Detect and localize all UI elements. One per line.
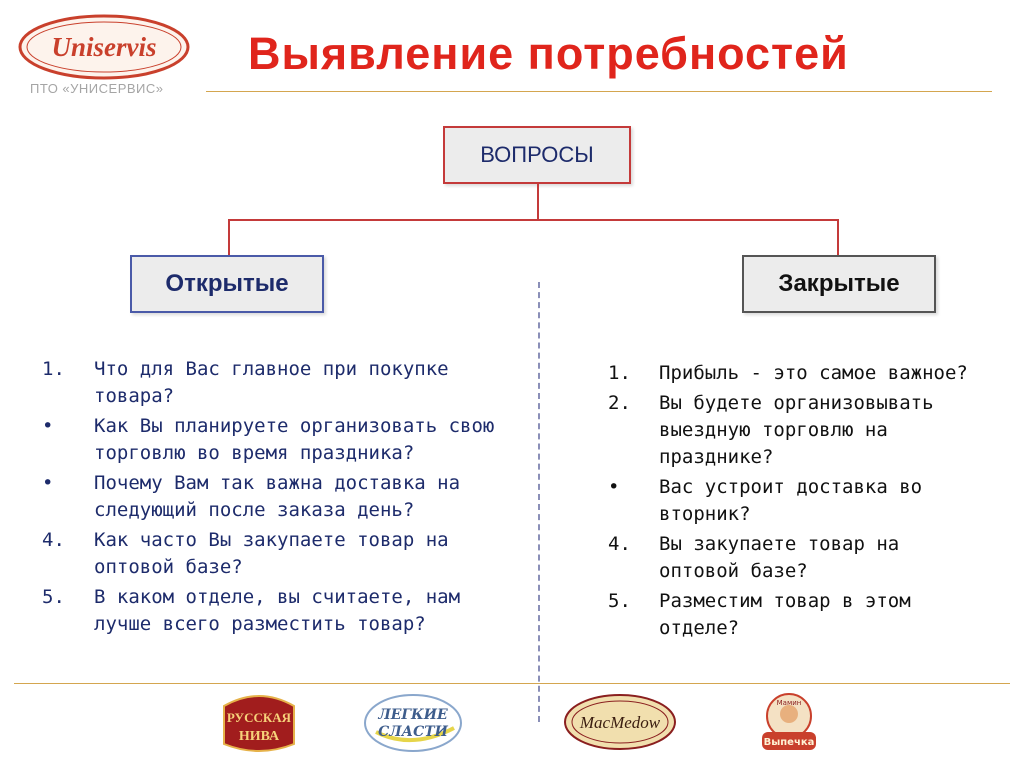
list-item-text: Вы будете организовывать выездную торговлю на празднике? bbox=[659, 392, 934, 468]
list-item bbox=[608, 360, 968, 387]
list-marker: 5. bbox=[42, 586, 65, 608]
list-marker: 1. bbox=[608, 362, 631, 384]
list-item bbox=[42, 413, 517, 467]
header-divider bbox=[206, 91, 992, 92]
list-item-text: Разместим товар в этом отделе? bbox=[659, 590, 911, 639]
list-item-text: Как Вы планируете организовать свою торговлю во время праздника? bbox=[94, 415, 495, 464]
open-questions-list bbox=[42, 356, 517, 641]
list-item bbox=[608, 390, 968, 471]
list-marker: • bbox=[42, 472, 54, 494]
column-divider bbox=[538, 282, 540, 722]
list-item bbox=[42, 356, 517, 410]
list-item bbox=[42, 584, 517, 638]
list-item-text: Что для Вас главное при покупке товара? bbox=[94, 358, 449, 407]
list-item bbox=[42, 527, 517, 581]
list-item-text: В каком отделе, вы считаете, нам лучше всего разместить товар? bbox=[94, 586, 461, 635]
list-item bbox=[608, 588, 968, 642]
closed-questions-label: Закрытые bbox=[778, 270, 900, 297]
company-name: ПТО «УНИСЕРВИС» bbox=[30, 81, 164, 96]
list-marker: 5. bbox=[608, 590, 631, 612]
connector-horizontal bbox=[228, 219, 839, 221]
connector-left-down bbox=[228, 219, 230, 255]
closed-questions-list bbox=[608, 360, 968, 645]
list-item bbox=[42, 470, 517, 524]
list-marker: 1. bbox=[42, 358, 65, 380]
svg-text:Выпечка: Выпечка bbox=[763, 737, 815, 748]
list-marker: • bbox=[608, 476, 620, 498]
open-questions-node bbox=[130, 255, 324, 313]
list-item-text: Вы закупаете товар на оптовой базе? bbox=[659, 533, 900, 582]
connector-root-down bbox=[537, 184, 539, 220]
connector-right-down bbox=[837, 219, 839, 255]
legkie-slasti-logo bbox=[362, 692, 464, 754]
list-item bbox=[608, 531, 968, 585]
questions-node bbox=[443, 126, 631, 184]
questions-node-label: ВОПРОСЫ bbox=[480, 142, 594, 167]
svg-text:РУССКАЯ: РУССКАЯ bbox=[226, 710, 292, 725]
uniservis-logo bbox=[18, 14, 190, 80]
russkaya-niva-logo bbox=[218, 692, 300, 754]
list-marker: 4. bbox=[608, 533, 631, 555]
svg-text:Мамин: Мамин bbox=[776, 699, 802, 707]
svg-text:ЛЕГКИЕ: ЛЕГКИЕ bbox=[378, 707, 448, 723]
mamina-vypechka-logo bbox=[758, 690, 820, 754]
list-item-text: Прибыль - это самое важное? bbox=[659, 362, 968, 384]
svg-text:СЛАСТИ: СЛАСТИ bbox=[378, 724, 448, 740]
closed-questions-node bbox=[742, 255, 936, 313]
list-marker: 4. bbox=[42, 529, 65, 551]
open-questions-label: Открытые bbox=[165, 270, 289, 297]
list-item-text: Как часто Вы закупаете товар на оптовой базе? bbox=[94, 529, 449, 578]
macmedow-logo bbox=[562, 692, 678, 752]
list-item-text: Вас устроит доставка во вторник? bbox=[659, 476, 923, 525]
list-marker: 2. bbox=[608, 392, 631, 414]
page-title: Выявление потребностей bbox=[248, 28, 849, 79]
svg-text:MacMedow: MacMedow bbox=[579, 713, 661, 732]
footer-divider bbox=[14, 683, 1010, 684]
svg-text:Uniservis: Uniservis bbox=[51, 32, 157, 62]
list-marker: • bbox=[42, 415, 54, 437]
list-item-text: Почему Вам так важна доставка на следующий после заказа день? bbox=[94, 472, 461, 521]
list-item bbox=[608, 474, 968, 528]
svg-text:НИВА: НИВА bbox=[238, 729, 280, 744]
